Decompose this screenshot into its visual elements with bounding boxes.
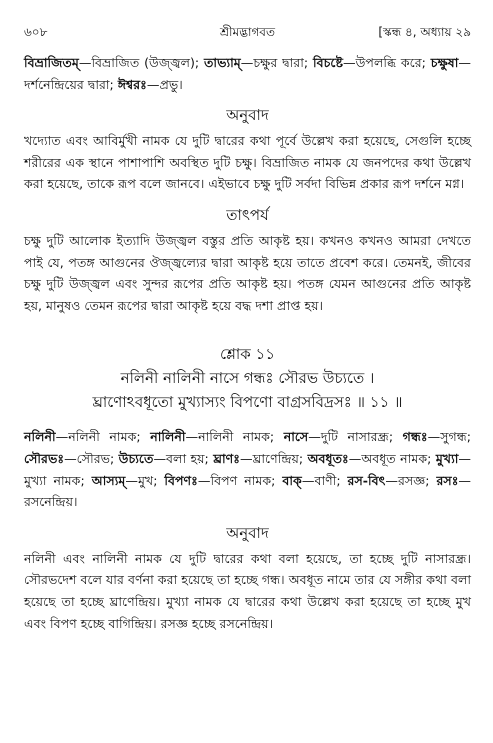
synonym-meaning: —নালিনী নামক;	[185, 429, 284, 445]
translation-paragraph: খদ্যোত এবং আবির্মুখী নামক যে দুটি দ্বারের কথা পূর্বে উল্লেখ করা হয়েছে, সেগুলি হচ্ছে শরীরের এক স্থানে পাশাপাশি অবস্থিত দুটি চক্ষু। বিভ্রাজিত নামক যে জনপদের কথা উল্লেখ করা হয়েছে, তাকে রূপ বলে জানবে। এইভাবে চক্ষু দুটি সর্বদা বিভিন্ন প্রকার রূপ দর্শনে মগ্ন।	[24, 133, 471, 192]
synonym-term: চক্ষুষা	[430, 55, 459, 70]
verse-line-1: নলিনী নালিনী নাসে গন্ধঃ সৌরভ উচ্যতে ।	[120, 369, 375, 388]
synonym-meaning: —সৌরভ;	[64, 450, 119, 466]
synonym-term: নালিনী	[150, 429, 186, 445]
verse-translation-paragraph: নলিনী এবং নালিনী নামক যে দুটি দ্বারের কথা বলা হয়েছে, তা হচ্ছে দুটি নাসারন্ধ্র। সৌরভদেশ বলে যার বর্ণনা করা হয়েছে তা হচ্ছে গন্ধ। অবধূত নামে তার যে সঙ্গীর কথা বলা হয়েছে তা হচ্ছে ঘ্রাণেন্দ্রিয়। মুখ্যা নামক যে দ্বারের কথা উল্লেখ করা হয়েছে তা হচ্ছে মুখ এবং বিপণ হচ্ছে বাগিন্দ্রিয়। রসজ্ঞ হচ্ছে রসনেন্দ্রিয়।	[24, 550, 471, 631]
purport-heading: তাৎপর্য	[226, 205, 269, 224]
synonym-meaning: —রসনেন্দ্রিয়।	[24, 472, 472, 510]
synonym-meaning: —উপলব্ধি করে;	[343, 55, 431, 70]
page-number: ৬০৮	[24, 25, 48, 39]
synonyms-paragraph	[24, 52, 471, 95]
synonym-meaning: —চক্ষুর দ্বারা;	[240, 55, 313, 70]
purport-paragraph: চক্ষু দুটি আলোক ইত্যাদি উজ্জ্বল বস্তুর প্রতি আকৃষ্ট হয়। কখনও কখনও আমরা দেখতে পাই যে, পতঙ্গ আগুনের ঔজ্জ্বল্যের দ্বারা আকৃষ্ট হয়ে তাতে প্রবেশ করে। তেমনই, জীবের চক্ষু দুটি উজ্জ্বল এবং সুন্দর রূপের প্রতি আকৃষ্ট হয়। পতঙ্গ যেমন আগুনের প্রতি আকৃষ্ট হয়, মানুষও তেমন রূপের দ্বারা আকৃষ্ট হয়ে বদ্ধ দশা প্রাপ্ত হয়।	[24, 232, 471, 313]
verse-translation-heading: অনুবাদ	[226, 523, 269, 542]
synonym-meaning: —দুটি নাসারন্ধ্র;	[308, 429, 403, 445]
synonym-term: গন্ধঃ	[402, 429, 428, 445]
verse-title: শ্লোক ১১	[220, 345, 275, 364]
synonym-term: ঘ্রাণঃ	[213, 450, 240, 466]
synonym-meaning: —প্রভু।	[146, 76, 183, 92]
synonym-term: অবধূতঃ	[307, 450, 349, 466]
verse-synonyms-paragraph	[24, 426, 471, 512]
synonym-term: উচ্যতে	[118, 450, 154, 466]
synonym-term: তাভ্যাম্	[203, 55, 241, 70]
synonym-term: রস-বিৎ	[347, 472, 386, 488]
synonym-term: আস্যম্	[91, 472, 126, 488]
synonym-meaning: —নলিনী নামক;	[55, 429, 151, 445]
synonym-meaning: —মুখ্যা নামক;	[24, 450, 471, 488]
synonym-term: বিপণঃ	[164, 472, 198, 488]
synonym-meaning: —অবধূত নামক;	[348, 450, 436, 466]
synonym-meaning: —বাণী;	[301, 472, 348, 488]
synonym-term: সৌরভঃ	[24, 450, 65, 466]
synonym-meaning: —রসজ্ঞ;	[385, 472, 437, 488]
synonym-meaning: —বলা হয়;	[153, 450, 214, 466]
synonym-meaning: —ঘ্রাণেন্দ্রিয়;	[240, 450, 308, 466]
verse-line-2: ঘ্রাণোঽবধূতো মুখ্যাস্যং বিপণো বাগ্রসবিদ্রসঃ ॥ ১১ ॥	[92, 393, 403, 412]
synonym-term: বিচষ্টে	[313, 55, 344, 70]
synonym-term: নাসে	[283, 429, 309, 445]
chapter-reference: [স্কন্ধ ৪, অধ্যায় ২৯	[378, 25, 471, 39]
synonym-term: মুখ্যা	[435, 450, 459, 466]
translation-heading: অনুবাদ	[226, 106, 269, 125]
synonym-term: রসঃ	[436, 472, 459, 488]
book-title: শ্রীমদ্ভাগবত	[219, 25, 275, 39]
synonym-term: ঈশ্বরঃ	[117, 76, 147, 92]
page-header	[24, 24, 471, 46]
synonym-meaning: —বিপণ নামক;	[197, 472, 283, 488]
synonym-meaning: —দর্শনেন্দ্রিয়ের দ্বারা;	[24, 55, 471, 92]
synonym-term: বাক্	[282, 472, 302, 488]
synonym-meaning: —মুখ;	[125, 472, 165, 488]
book-page	[0, 24, 493, 743]
synonym-meaning: —বিভ্রাজিত (উজ্জ্বল);	[78, 55, 204, 70]
synonym-term: নলিনী	[24, 429, 56, 445]
synonym-meaning: —সুগন্ধ;	[427, 429, 471, 445]
synonym-term: বিভ্রাজিতম্	[24, 55, 79, 70]
